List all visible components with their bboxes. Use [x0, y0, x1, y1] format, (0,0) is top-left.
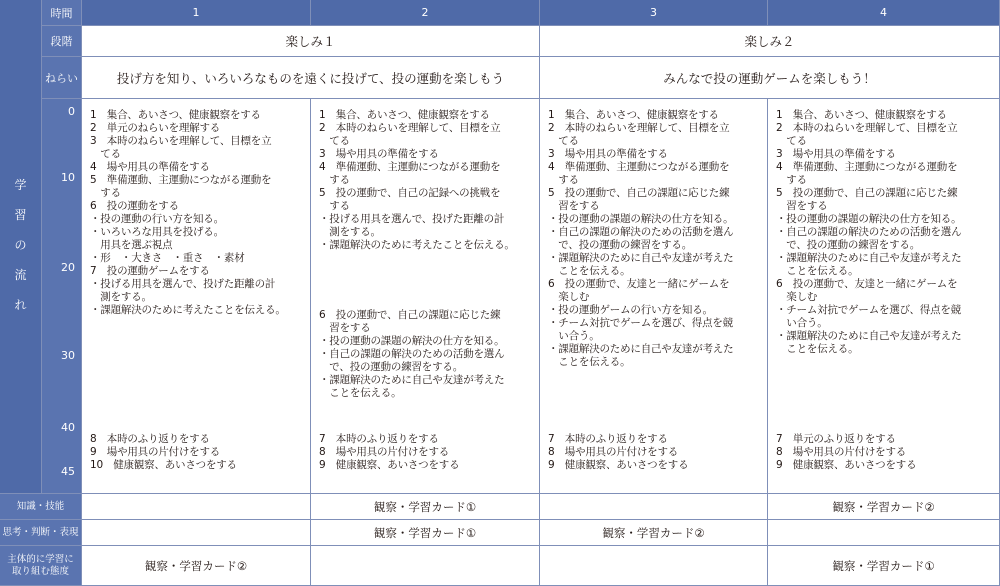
tick-0: 0: [68, 105, 75, 118]
flow-4-top: 1 集合、あいさつ、健康観察をする 2 本時のねらいを理解して、目標を立 てる 3 場や用具の準備をする 4 準備運動、主運動につながる運動を する 5 投の運動で、自己の課題に応じた練 習をする ・投の運動の課題の解決の仕方を知る。 ・自己の課題の解決のための活動を選ん で、投の運動の練習をする。 ・課題解決のために自己や友達が考えた ことを伝える。 6 投の運動で、友達と一緒にゲームを 楽しむ ・チーム対抗でゲームを選び、得点を競 い合う。 ・課題解決のために自己や友達が考えた ことを伝える。: [776, 109, 962, 355]
eval-label-attitude: [0, 546, 82, 586]
aim-1-text: 投げ方を知り、いろいろなものを遠くに投げて、投の運動を楽しもう: [116, 70, 505, 86]
aim-2-text: みんなで投の運動ゲームを楽しもう！: [663, 70, 876, 86]
flow-column-1: [82, 99, 311, 494]
eval-knowledge-1: [82, 494, 311, 520]
eval-knowledge-4: [768, 494, 1000, 520]
eval-thinking-4: [768, 520, 1000, 546]
eval-thinking-3: [540, 520, 768, 546]
eval-label-attitude-text: 主体的に学習に 取り組む態度: [7, 553, 74, 577]
eval-label-knowledge: 知識・技能: [0, 494, 82, 520]
eval-label-thinking: 思考・判断・表現: [0, 520, 82, 546]
eval-attitude-1: [82, 546, 311, 586]
tick-45: 45: [61, 465, 75, 478]
eval-attitude-3: [540, 546, 768, 586]
period-3-header: 3: [540, 0, 768, 26]
eval-knowledge-2: [311, 494, 540, 520]
flow-side-char: の: [14, 238, 27, 252]
flow-1-bottom: 8 本時のふり返りをする 9 場や用具の片付けをする 10 健康観察、あいさつをする: [90, 433, 237, 471]
stage-2: [540, 26, 1000, 57]
flow-3-bottom: 7 本時のふり返りをする 8 場や用具の片付けをする 9 健康観察、あいさつをする: [548, 433, 689, 471]
flow-4-bottom: 7 単元のふり返りをする 8 場や用具の片付けをする 9 健康観察、あいさつをする: [776, 433, 917, 471]
stage-2-text: 楽しみ２: [744, 34, 795, 49]
flow-column-4: [768, 99, 1000, 494]
flow-side-label: [0, 0, 42, 494]
eval-thinking-2: [311, 520, 540, 546]
aim-1: [82, 57, 540, 99]
tick-10: 10: [61, 171, 75, 184]
period-1-header: 1: [82, 0, 311, 26]
flow-side-char: 流: [14, 268, 27, 282]
eval-knowledge-2-text: 観察・学習カード①: [373, 499, 477, 514]
period-4-header: 4: [768, 0, 1000, 26]
flow-column-3: [540, 99, 768, 494]
eval-knowledge-3: [540, 494, 768, 520]
flow-side-char: れ: [14, 298, 27, 312]
aim-label: ねらい: [42, 57, 82, 99]
eval-thinking-3-text: 観察・学習カード②: [602, 525, 705, 540]
flow-column-2: [311, 99, 540, 494]
eval-attitude-1-text: 観察・学習カード②: [144, 558, 248, 573]
flow-2-top: 1 集合、あいさつ、健康観察をする 2 本時のねらいを理解して、目標を立 てる 3 場や用具の準備をする 4 準備運動、主運動につながる運動を する 5 投の運動で、自己の記録への挑戦を する ・投げる用具を選んで、投げた距離の計 測をする。 ・課題解決のために考えたことを伝える。: [319, 109, 515, 251]
eval-attitude-4-text: 観察・学習カード①: [832, 558, 935, 573]
tick-30: 30: [61, 349, 75, 362]
flow-side-char: 習: [14, 208, 27, 222]
flow-2-mid: 6 投の運動で、自己の課題に応じた練 習をする ・投の運動の課題の解決の仕方を知る。 ・自己の課題の解決のための活動を選ん で、投の運動の練習をする。 ・課題解決のために自己や友達が考えた ことを伝える。: [319, 309, 505, 399]
tick-40: 40: [61, 421, 75, 434]
time-label: 時間: [42, 0, 82, 26]
flow-3-top: 1 集合、あいさつ、健康観察をする 2 本時のねらいを理解して、目標を立 てる 3 場や用具の準備をする 4 準備運動、主運動につながる運動を する 5 投の運動で、自己の課題に応じた練 習をする ・投の運動の課題の解決の仕方を知る。 ・自己の課題の解決のための活動を選ん で、投の運動の練習をする。 ・課題解決のために自己や友達が考えた ことを伝える。 6 投の運動で、友達と一緒にゲームを 楽しむ ・投の運動ゲームの行い方を知る。 ・チーム対抗でゲームを選び、得点を競 い合う。 ・課題解決のために自己や友達が考えた ことを伝える。: [548, 109, 734, 368]
stage-1-text: 楽しみ１: [285, 34, 336, 49]
stage-1: [82, 26, 540, 57]
eval-thinking-1: [82, 520, 311, 546]
eval-attitude-2: [311, 546, 540, 586]
flow-1-top: 1 集合、あいさつ、健康観察をする 2 単元のねらいを理解する 3 本時のねらいを理解して、目標を立 てる 4 場や用具の準備をする 5 準備運動、主運動につながる運動を する 6 投の運動をする ・投の運動の行い方を知る。 ・いろいろな用具を投げる。 用具を選ぶ視点 ・形 ・大きさ ・重さ ・素材 7 投の運動ゲームをする ・投げる用具を選んで、投げた距離の計 測をする。 ・課題解決のために考えたことを伝える。: [90, 109, 286, 316]
timeline: [42, 99, 82, 494]
eval-attitude-4: [768, 546, 1000, 586]
eval-thinking-2-text: 観察・学習カード①: [373, 525, 477, 540]
period-2-header: 2: [311, 0, 540, 26]
flow-2-bottom: 7 本時のふり返りをする 8 場や用具の片付けをする 9 健康観察、あいさつをする: [319, 433, 460, 471]
flow-side-char: 学: [14, 178, 27, 192]
aim-2: [540, 57, 1000, 99]
eval-knowledge-4-text: 観察・学習カード②: [832, 499, 935, 514]
tick-20: 20: [61, 261, 75, 274]
stage-label: 段階: [42, 26, 82, 57]
